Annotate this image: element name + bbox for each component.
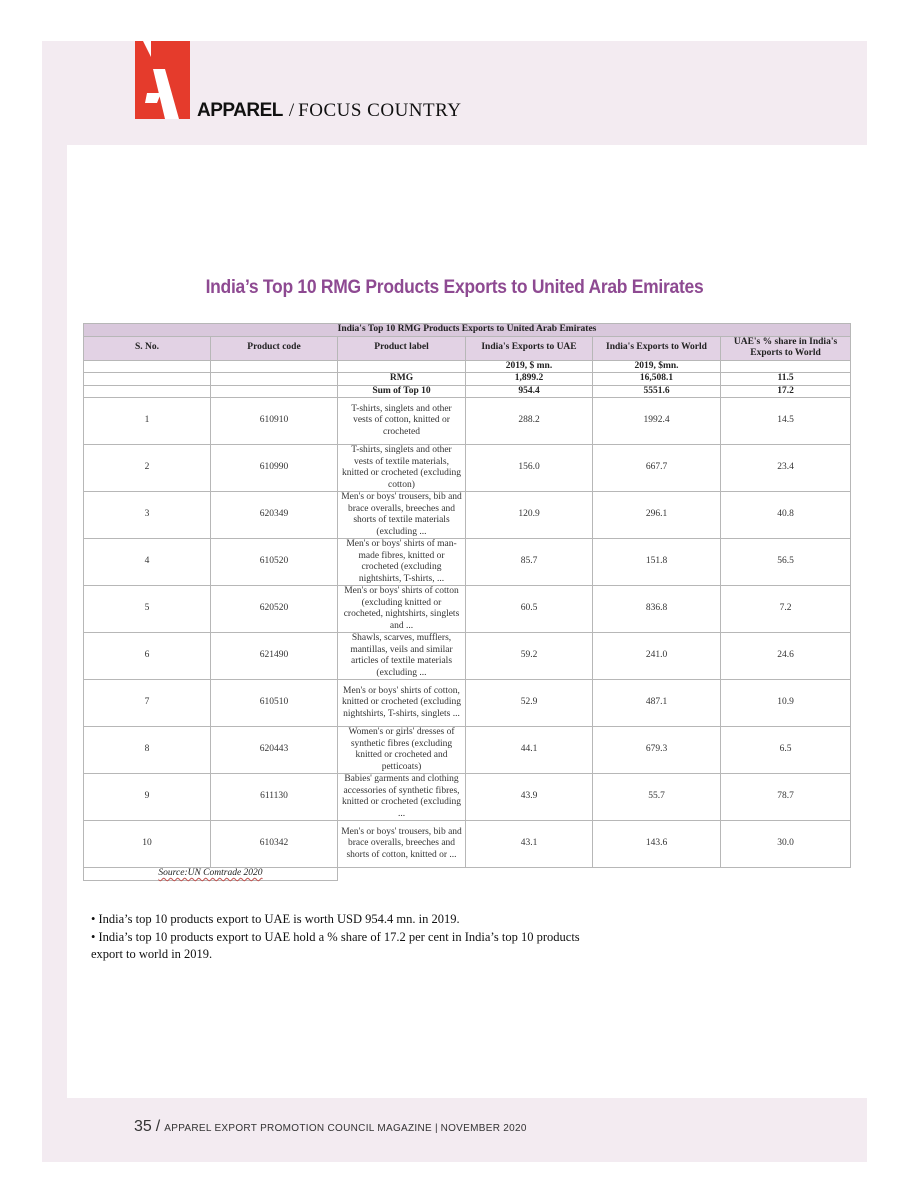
bullet-continuation: export to world in 2019. (91, 947, 213, 961)
exports-to-world: 836.8 (593, 586, 721, 633)
page-title: India’s Top 10 RMG Products Exports to United Arab Emirates (205, 277, 704, 298)
page-number: 35 (134, 1118, 152, 1135)
product-label: Men's or boys' trousers, bib and brace overalls, breeches and shorts of cotton, knitted or ... (338, 821, 466, 868)
exports-to-world: 55.7 (593, 774, 721, 821)
units-row (84, 360, 851, 373)
exports-to-world: 679.3 (593, 727, 721, 774)
product-label: Shawls, scarves, mufflers, mantillas, veils and similar articles of textile materials (excluding ... (338, 633, 466, 680)
footer-slash: / (155, 1118, 161, 1135)
summary-row-top10 (84, 385, 851, 398)
serial-number: 4 (84, 539, 211, 586)
exports-table (83, 323, 851, 881)
unit-cell (84, 360, 211, 373)
column-header: S. No. (84, 336, 211, 360)
product-code: 621490 (211, 633, 338, 680)
page-footer (134, 1118, 527, 1136)
serial-number: 3 (84, 492, 211, 539)
uae-share: 10.9 (721, 680, 851, 727)
uae-share: 56.5 (721, 539, 851, 586)
bullet-point: • India’s top 10 products export to UAE hold a % share of 17.2 per cent in India’s top 10 products (91, 929, 580, 944)
unit-cell: 2019, $mn. (593, 360, 721, 373)
product-label: Women's or girls' dresses of synthetic fibres (excluding knitted or crocheted and petticoats) (338, 727, 466, 774)
serial-number: 1 (84, 398, 211, 445)
exports-to-uae: 43.1 (466, 821, 593, 868)
table-row (84, 821, 851, 868)
table-row (84, 492, 851, 539)
product-label: Men's or boys' trousers, bib and brace overalls, breeches and shorts of textile materials (excluding ... (338, 492, 466, 539)
unit-cell (338, 360, 466, 373)
serial-number: 9 (84, 774, 211, 821)
table-header-row (84, 336, 851, 360)
source-row (84, 868, 851, 881)
product-code: 610510 (211, 680, 338, 727)
product-code: 610910 (211, 398, 338, 445)
serial-number: 10 (84, 821, 211, 868)
empty-cell (211, 385, 338, 398)
exports-to-uae: 288.2 (466, 398, 593, 445)
product-label: T-shirts, singlets and other vests of cotton, knitted or crocheted (338, 398, 466, 445)
product-code: 610342 (211, 821, 338, 868)
uae-share: 24.6 (721, 633, 851, 680)
section-header (197, 100, 461, 122)
exports-to-world: 241.0 (593, 633, 721, 680)
exports-to-world: 487.1 (593, 680, 721, 727)
source-cell (84, 868, 338, 881)
uae-share: 78.7 (721, 774, 851, 821)
product-label: T-shirts, singlets and other vests of textile materials, knitted or crocheted (excluding cotton) (338, 445, 466, 492)
footer-separator: | (434, 1123, 438, 1134)
uae-share: 40.8 (721, 492, 851, 539)
empty-cell (338, 868, 851, 881)
empty-cell (84, 385, 211, 398)
product-label: Men's or boys' shirts of man-made fibres, knitted or crocheted (excluding nightshirts, T-shirts, ... (338, 539, 466, 586)
source-note: Source:UN Comtrade 2020 (158, 868, 263, 878)
exports-to-uae: 60.5 (466, 586, 593, 633)
product-label: Men's or boys' shirts of cotton (excluding knitted or crocheted, nightshirts, singlets and ... (338, 586, 466, 633)
table-row (84, 680, 851, 727)
exports-to-world: 296.1 (593, 492, 721, 539)
exports-to-uae: 43.9 (466, 774, 593, 821)
serial-number: 5 (84, 586, 211, 633)
exports-to-world: 151.8 (593, 539, 721, 586)
serial-number: 2 (84, 445, 211, 492)
section-name: APPAREL (197, 100, 283, 121)
column-header: India's Exports to World (593, 336, 721, 360)
publication-name: APPAREL EXPORT PROMOTION COUNCIL MAGAZINE (164, 1123, 432, 1134)
unit-cell: 2019, $ mn. (466, 360, 593, 373)
product-code: 620349 (211, 492, 338, 539)
subsection-name: FOCUS COUNTRY (298, 100, 462, 121)
apparel-logo-icon (135, 41, 190, 119)
uae-share: 30.0 (721, 821, 851, 868)
unit-cell (211, 360, 338, 373)
table-row (84, 774, 851, 821)
key-points (91, 911, 691, 964)
summary-uae: 1,899.2 (466, 373, 593, 386)
column-header: UAE's % share in India's Exports to World (721, 336, 851, 360)
serial-number: 6 (84, 633, 211, 680)
product-label: Babies' garments and clothing accessories of synthetic fibres, knitted or crocheted (excluding ... (338, 774, 466, 821)
table-row (84, 445, 851, 492)
product-code: 610990 (211, 445, 338, 492)
product-code: 620520 (211, 586, 338, 633)
table-container (83, 323, 851, 881)
table-row (84, 539, 851, 586)
summary-row-rmg (84, 373, 851, 386)
exports-to-uae: 52.9 (466, 680, 593, 727)
product-label: Men's or boys' shirts of cotton, knitted or crocheted (excluding nightshirts, T-shirts, singlets ... (338, 680, 466, 727)
table-row (84, 398, 851, 445)
exports-to-world: 1992.4 (593, 398, 721, 445)
summary-label: RMG (338, 373, 466, 386)
exports-to-world: 143.6 (593, 821, 721, 868)
table-caption-row (84, 324, 851, 337)
header-separator: / (288, 100, 295, 121)
summary-world: 5551.6 (593, 385, 721, 398)
table-caption: India's Top 10 RMG Products Exports to United Arab Emirates (84, 324, 851, 337)
uae-share: 7.2 (721, 586, 851, 633)
exports-to-uae: 85.7 (466, 539, 593, 586)
serial-number: 8 (84, 727, 211, 774)
bullet-point: • India’s top 10 products export to UAE is worth USD 954.4 mn. in 2019. (91, 912, 460, 926)
summary-uae: 954.4 (466, 385, 593, 398)
exports-to-uae: 44.1 (466, 727, 593, 774)
product-code: 610520 (211, 539, 338, 586)
empty-cell (211, 373, 338, 386)
uae-share: 23.4 (721, 445, 851, 492)
table-row (84, 727, 851, 774)
exports-to-uae: 120.9 (466, 492, 593, 539)
uae-share: 14.5 (721, 398, 851, 445)
exports-to-world: 667.7 (593, 445, 721, 492)
product-code: 611130 (211, 774, 338, 821)
column-header: India's Exports to UAE (466, 336, 593, 360)
column-header: Product label (338, 336, 466, 360)
uae-share: 6.5 (721, 727, 851, 774)
exports-to-uae: 59.2 (466, 633, 593, 680)
serial-number: 7 (84, 680, 211, 727)
exports-to-uae: 156.0 (466, 445, 593, 492)
table-row (84, 633, 851, 680)
unit-cell (721, 360, 851, 373)
summary-share: 11.5 (721, 373, 851, 386)
summary-share: 17.2 (721, 385, 851, 398)
product-code: 620443 (211, 727, 338, 774)
empty-cell (84, 373, 211, 386)
issue-date: NOVEMBER 2020 (440, 1123, 527, 1134)
table-row (84, 586, 851, 633)
column-header: Product code (211, 336, 338, 360)
summary-world: 16,508.1 (593, 373, 721, 386)
summary-label: Sum of Top 10 (338, 385, 466, 398)
